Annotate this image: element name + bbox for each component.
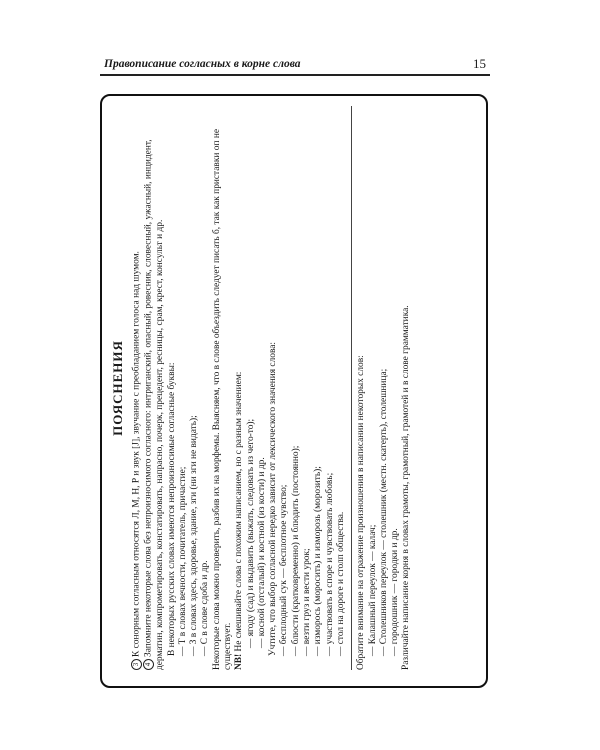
circled-number-4: 4: [143, 659, 154, 670]
header-rule: [100, 74, 490, 76]
page-number: 15: [473, 56, 486, 71]
section-divider: [351, 106, 352, 670]
lexical-item-2: — блюсти (кратковременно) и блюдить (постоянно);: [290, 445, 301, 656]
morpheme-check: Некоторые слова можно проверить, разбив их на морфемы. Выясняем, что в слове объездить следует писать б, так как приставки оп не существует.: [211, 129, 233, 670]
final-note: Различайте написание корня в словах грамоты, грамотный, грамотей и в слове грамматика.: [401, 305, 412, 670]
pronunciation-item-2: — Столешников переулок — столешник (местн. скатерть), столешница;: [378, 368, 389, 656]
box-heading: ПОЯСНЕНИЯ: [110, 340, 125, 436]
silent-s: — С в слове сдоба и др.: [200, 560, 211, 656]
nb-item-1: — ягоду (сад) и выдавить (выжать, следовать из чего-то);: [245, 418, 256, 648]
nb-label: NB!: [234, 653, 245, 670]
rotated-content: [102, 96, 480, 680]
pronunciation-item-1: — Калашный переулок — калач;: [367, 524, 378, 656]
silent-z: — З в словах здесь, здоровье, здание, зги (ни зги не видать);: [189, 415, 200, 656]
lexical-item-1: — бесплодный сук — бесплотное чувство;: [279, 484, 290, 656]
lexical-item-3: — везти груз и вести урок;: [302, 548, 313, 656]
nb-text: Не смешивайте слова с похожим написанием, но с разным значением:: [234, 371, 245, 652]
page-header: [100, 54, 490, 76]
lexical-item-6: — стол на дороге и столп общества.: [335, 511, 346, 656]
note-3: [131, 106, 143, 670]
lexical-item-4: — изморось (моросить) и изморозь (морозить);: [313, 466, 324, 656]
note-4: [143, 106, 166, 670]
silent-t: — Т в словах вечности, почитатель, причастие;: [177, 466, 188, 656]
running-title: Правописание согласных в корне слова: [104, 58, 301, 70]
nb-paragraph: [234, 106, 245, 670]
note-3-text: К сонорным согласным относятся Л, М, Н, Р и звук [J], звучание с преобладанием голоса над шумом.: [131, 251, 142, 657]
pronunciation-item-3: — городошник — городки и др.: [390, 528, 401, 656]
lexical-item-5: — участвовать в споре и чувствовать любовь;: [324, 472, 335, 656]
silent-intro: В некоторых русских словах имеются непроизносимые согласные буквы:: [166, 362, 177, 656]
nb-item-2: — косной (отсталый) и костной (из кости) и др.: [256, 457, 267, 648]
explanations-box: [100, 94, 488, 688]
pronunciation-intro: Обратите внимание на отражение произношения в написании некоторых слов:: [356, 355, 367, 670]
circled-number-3: 3: [131, 659, 142, 670]
note-4-text: Запомните некоторые слова без непроизносимого согласного: интриганский, опасный, ровесник, словесный, ужасный, инцидент, дерматин, компрометировать, констатировать, напрасно, почерк, прецедент, ресницы, срам, крест, консульт и др.: [143, 139, 166, 670]
lexical-intro: Учтите, что выбор согласной нередко зависит от лексического значения слова:: [268, 341, 279, 656]
